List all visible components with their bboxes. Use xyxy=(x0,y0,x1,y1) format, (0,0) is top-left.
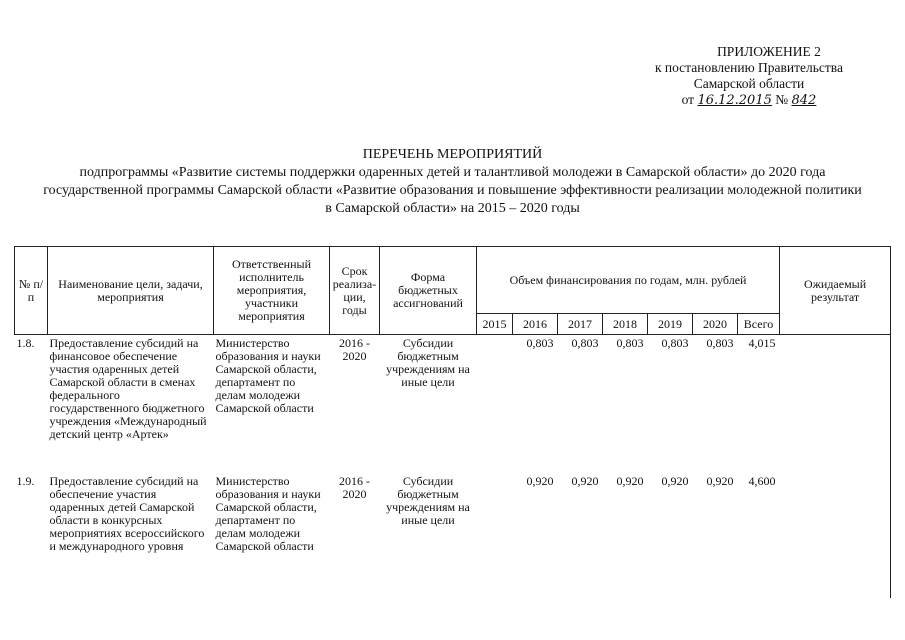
table-row xyxy=(15,473,891,598)
number-sign: № xyxy=(775,92,789,107)
row-value-2016: 0,803 xyxy=(526,336,554,350)
row-value-2015 xyxy=(477,335,513,473)
row-term: 2016 - 2020 xyxy=(339,473,370,501)
header-num: № п/п xyxy=(15,247,48,335)
document-title xyxy=(40,146,865,218)
row-result xyxy=(780,335,891,473)
header-year-2018: 2018 xyxy=(603,314,648,335)
header-year-2019: 2019 xyxy=(648,314,693,335)
appendix-title: ПРИЛОЖЕНИЕ 2 xyxy=(717,44,821,59)
title-subtitle: подпрограммы «Развитие системы поддержки одаренных детей и талантливой молодежи в Самарской области» до 2020 года государственной программы Самарской области «Развитие образования и повышение эффективности реализации молодежной политики в Самарской области» на 2015 – 2020 годы xyxy=(43,165,862,216)
header-year-2017: 2017 xyxy=(558,314,603,335)
appendix-line-2: к постановлению Правительства xyxy=(654,60,843,75)
header-form: Форма бюджетных ассигнований xyxy=(380,247,477,335)
row-form: Субсидии бюджетным учреждениям на иные цели xyxy=(386,336,470,389)
row-value-2019: 0,920 xyxy=(661,473,689,488)
handwritten-number: 842 xyxy=(791,93,817,108)
appendix-date-line xyxy=(655,92,843,109)
measures-table xyxy=(14,246,891,598)
row-value-2017: 0,920 xyxy=(571,473,599,488)
header-result: Ожидаемый результат xyxy=(780,247,891,335)
header-year-2015: 2015 xyxy=(477,314,513,335)
row-responsible: Министерство образования и науки Самарской области, департамент по делам молодежи Самарской области xyxy=(215,336,321,415)
header-funding: Объем финансирования по годам, млн. рублей xyxy=(477,247,780,314)
row-name: Предоставление субсидий на обеспечение участия одаренных детей Самарской области в конкурсных мероприятиях всероссийского и международного уровня xyxy=(49,473,205,553)
header-responsible: Ответственный исполнитель мероприятия, участники мероприятия xyxy=(214,247,330,335)
row-value-2018: 0,920 xyxy=(616,473,644,488)
row-name: Предоставление субсидий на финансовое обеспечение участия одаренных детей Самарской области в сменах федерального государственного бюджетного учреждения «Международный детский центр «Артек» xyxy=(49,336,207,441)
row-form: Субсидии бюджетным учреждениям на иные цели xyxy=(386,473,470,527)
row-term: 2016 - 2020 xyxy=(339,336,370,363)
appendix-line-3: Самарской области xyxy=(693,76,805,91)
row-num: 1.9. xyxy=(16,473,35,488)
handwritten-date: 16.12.2015 xyxy=(697,93,772,108)
row-result xyxy=(780,473,891,598)
header-year-2020: 2020 xyxy=(693,314,738,335)
row-value-2018: 0,803 xyxy=(616,336,644,350)
row-value-2015 xyxy=(477,473,513,598)
row-value-2020: 0,920 xyxy=(706,473,734,488)
row-value-total: 4,015 xyxy=(748,336,776,350)
row-value-2020: 0,803 xyxy=(706,336,734,350)
header-year-2016: 2016 xyxy=(513,314,558,335)
row-value-total: 4,600 xyxy=(748,473,776,488)
header-name: Наименование цели, задачи, мероприятия xyxy=(48,247,214,335)
header-term: Срок реализа-ции, годы xyxy=(330,247,380,335)
header-total: Всего xyxy=(738,314,780,335)
appendix-block xyxy=(655,44,843,109)
row-num: 1.8. xyxy=(16,336,35,350)
row-value-2019: 0,803 xyxy=(661,336,689,350)
row-value-2017: 0,803 xyxy=(571,336,599,350)
row-value-2016: 0,920 xyxy=(526,473,554,488)
title-main: ПЕРЕЧЕНЬ МЕРОПРИЯТИЙ xyxy=(362,147,543,162)
row-responsible: Министерство образования и науки Самарской области, департамент по делам молодежи Самарской области xyxy=(215,473,321,553)
date-prefix: от xyxy=(681,92,695,107)
table-row xyxy=(15,335,891,473)
